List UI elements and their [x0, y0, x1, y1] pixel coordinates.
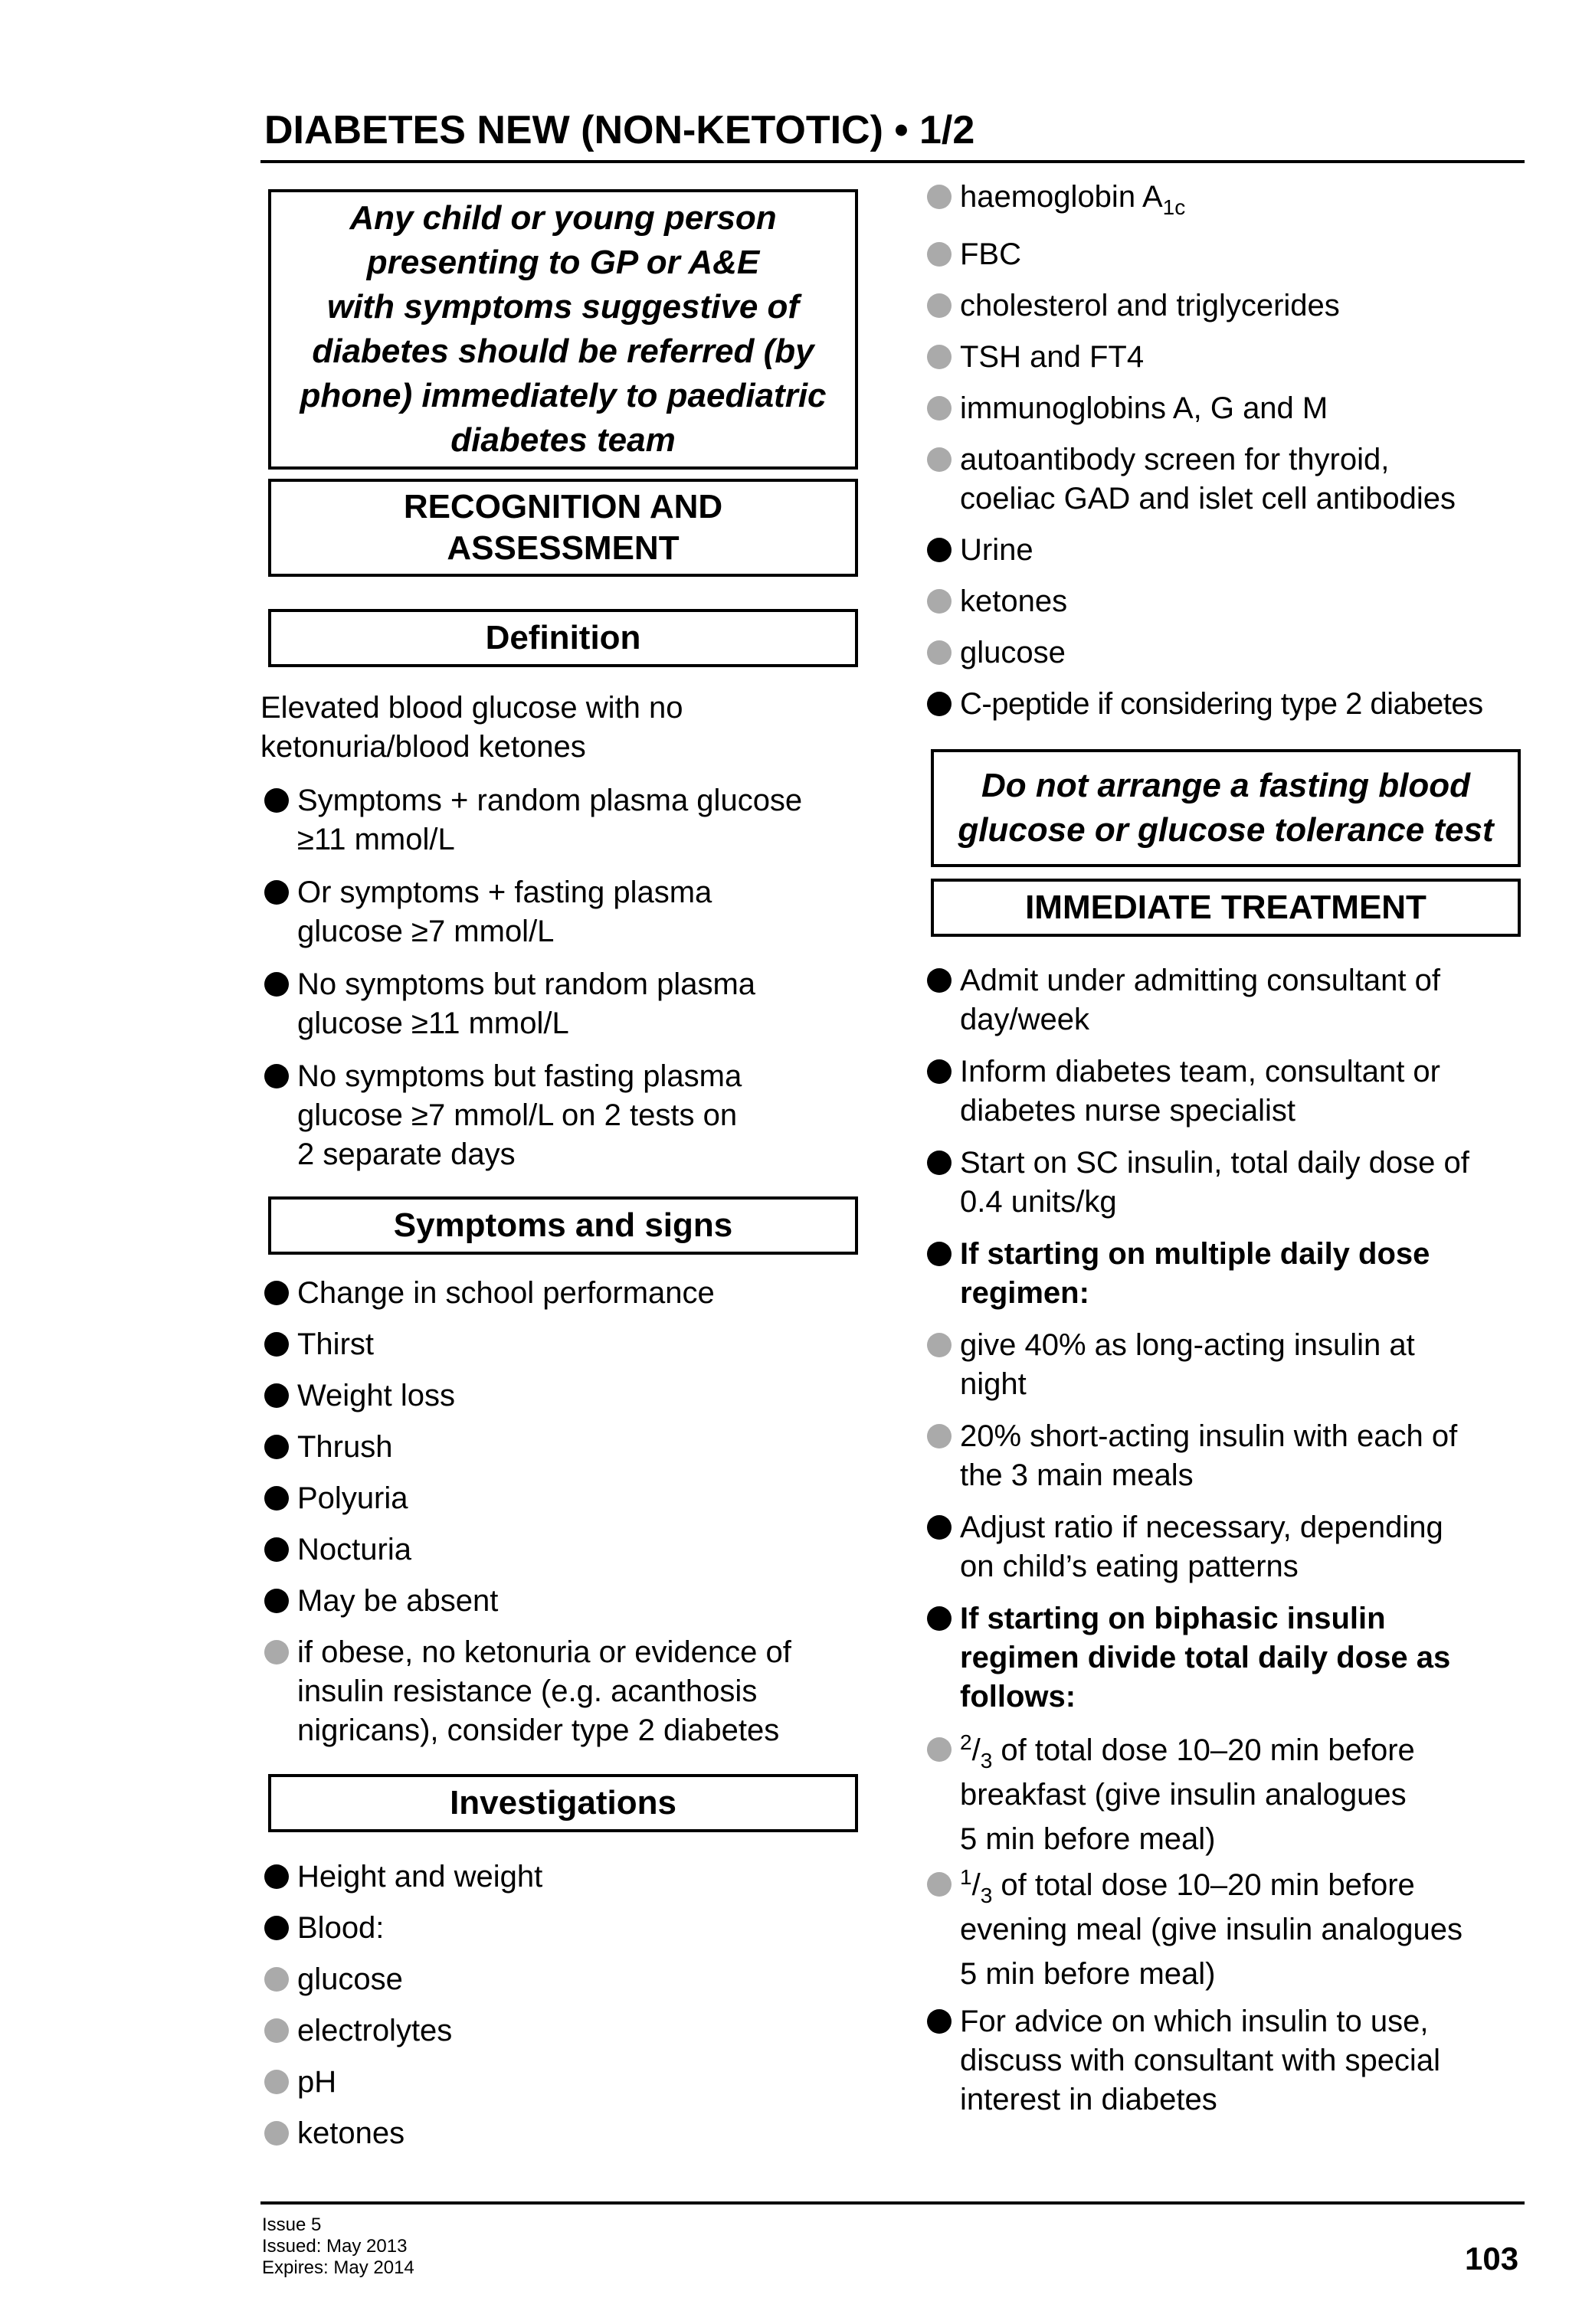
- black-bullet-icon: [264, 880, 289, 905]
- fraction-denominator: 3: [980, 1749, 993, 1772]
- referral-line: with symptoms suggestive of: [326, 288, 800, 326]
- black-bullet-icon: [264, 1864, 289, 1889]
- item-line: If starting on multiple daily dose: [960, 1237, 1430, 1271]
- item-text: ketones: [960, 584, 1068, 618]
- black-bullet-icon: [927, 692, 952, 716]
- black-bullet-icon: [264, 1435, 289, 1459]
- referral-line: phone) immediately to paediatric: [300, 377, 827, 414]
- grey-bullet-icon: [264, 2121, 289, 2146]
- black-bullet-icon: [264, 1383, 289, 1408]
- item-text: glucose: [297, 1962, 403, 1996]
- item-line: day/week: [960, 1003, 1089, 1036]
- grey-bullet-icon: [927, 447, 952, 472]
- item-line: discuss with consultant with special: [960, 2044, 1440, 2077]
- item-line: if obese, no ketonuria or evidence of: [297, 1635, 791, 1669]
- grey-bullet-icon: [927, 589, 952, 614]
- item-line: breakfast (give insulin analogues: [960, 1778, 1407, 1812]
- item-line: diabetes nurse specialist: [960, 1094, 1296, 1128]
- item-line: Admit under admitting consultant of: [960, 964, 1441, 997]
- black-bullet-icon: [264, 1064, 289, 1088]
- grey-bullet-icon: [264, 1640, 289, 1664]
- black-bullet-icon: [927, 1242, 952, 1266]
- page-number: 103: [1465, 2241, 1519, 2277]
- fraction-numerator: 1: [960, 1865, 972, 1889]
- black-bullet-icon: [927, 538, 952, 562]
- fraction-text: of total dose 10–20 min before: [992, 1733, 1415, 1767]
- definition-text-line: Elevated blood glucose with no: [260, 691, 683, 725]
- item-line: coeliac GAD and islet cell antibodies: [960, 482, 1456, 516]
- recognition-heading-box: [268, 479, 858, 577]
- item-text: Polyuria: [297, 1481, 408, 1515]
- black-bullet-icon: [264, 1537, 289, 1562]
- item-line: the 3 main meals: [960, 1458, 1194, 1492]
- page-title: DIABETES NEW (NON-KETOTIC) • 1/2: [264, 108, 975, 152]
- item-text: Nocturia: [297, 1533, 411, 1566]
- item-line: insulin resistance (e.g. acanthosis: [297, 1674, 758, 1708]
- footer-expires: Expires: May 2014: [262, 2257, 414, 2278]
- black-bullet-icon: [264, 972, 289, 997]
- grey-bullet-icon: [927, 242, 952, 267]
- item-text: Blood:: [297, 1911, 385, 1945]
- item-text: electrolytes: [297, 2014, 453, 2047]
- symptoms-heading: Symptoms and signs: [268, 1196, 858, 1255]
- item-line: glucose ≥7 mmol/L on 2 tests on: [297, 1098, 738, 1132]
- black-bullet-icon: [264, 1332, 289, 1357]
- grey-bullet-icon: [927, 396, 952, 421]
- item-line: 20% short-acting insulin with each of: [960, 1419, 1458, 1453]
- warning-line: glucose or glucose tolerance test: [958, 811, 1494, 849]
- item-text: Thrush: [297, 1430, 393, 1464]
- item-line: follows:: [960, 1680, 1076, 1714]
- definition-text-line: ketonuria/blood ketones: [260, 730, 586, 764]
- item-text: Weight loss: [297, 1379, 456, 1412]
- referral-line: presenting to GP or A&E: [366, 244, 760, 281]
- item-line: regimen divide total daily dose as: [960, 1641, 1451, 1674]
- grey-bullet-icon: [264, 2070, 289, 2094]
- investigations-heading: Investigations: [268, 1774, 858, 1832]
- item-text: FBC: [960, 237, 1021, 271]
- footer-issued: Issued: May 2013: [262, 2236, 408, 2257]
- grey-bullet-icon: [264, 1967, 289, 1992]
- item-text: May be absent: [297, 1584, 499, 1618]
- black-bullet-icon: [264, 788, 289, 813]
- item-line: evening meal (give insulin analogues: [960, 1913, 1463, 1946]
- haemoglobin-subscript: 1c: [1162, 195, 1186, 219]
- item-text: glucose: [960, 636, 1066, 669]
- grey-bullet-icon: [927, 1872, 952, 1897]
- item-text: C-peptide if considering type 2 diabetes: [960, 687, 1483, 721]
- item-line: Symptoms + random plasma glucose: [297, 784, 803, 817]
- item-text: Thirst: [297, 1327, 374, 1361]
- item-line: ≥11 mmol/L: [297, 823, 455, 856]
- referral-line: diabetes team: [450, 421, 676, 459]
- item-line: 2 separate days: [297, 1137, 516, 1171]
- black-bullet-icon: [927, 2009, 952, 2034]
- item-line: night: [960, 1367, 1027, 1401]
- grey-bullet-icon: [927, 1737, 952, 1762]
- grey-bullet-icon: [927, 640, 952, 665]
- item-line: For advice on which insulin to use,: [960, 2005, 1429, 2038]
- item-line: Or symptoms + fasting plasma: [297, 876, 712, 909]
- fraction-denominator: 3: [980, 1884, 993, 1907]
- black-bullet-icon: [264, 1916, 289, 1940]
- item-line: Start on SC insulin, total daily dose of: [960, 1146, 1469, 1180]
- warning-line: Do not arrange a fasting blood: [981, 767, 1470, 804]
- grey-bullet-icon: [927, 185, 952, 209]
- definition-heading: Definition: [268, 609, 858, 667]
- black-bullet-icon: [927, 1515, 952, 1540]
- black-bullet-icon: [927, 1059, 952, 1084]
- fraction-text: of total dose 10–20 min before: [992, 1868, 1415, 1902]
- recognition-line: ASSESSMENT: [447, 529, 680, 567]
- haemoglobin-text: haemoglobin A: [960, 180, 1163, 214]
- item-line: If starting on biphasic insulin: [960, 1602, 1386, 1635]
- title-divider: [260, 160, 1525, 163]
- item-line: $^1/_3$ of total dose 10–20 min before: [960, 1865, 1415, 1907]
- black-bullet-icon: [264, 1486, 289, 1511]
- grey-bullet-icon: [927, 1424, 952, 1448]
- recognition-line: RECOGNITION AND: [403, 488, 723, 525]
- item-text: Urine: [960, 533, 1033, 567]
- item-text: TSH and FT4: [960, 340, 1145, 374]
- item-line: glucose ≥11 mmol/L: [297, 1007, 569, 1040]
- referral-line: Any child or young person: [349, 199, 777, 237]
- item-text: cholesterol and triglycerides: [960, 289, 1340, 322]
- item-line: autoantibody screen for thyroid,: [960, 443, 1390, 476]
- item-line: 0.4 units/kg: [960, 1185, 1117, 1219]
- treatment-heading: IMMEDIATE TREATMENT: [931, 879, 1521, 937]
- item-line: 5 min before meal): [960, 1822, 1216, 1856]
- item-text: Height and weight: [297, 1860, 543, 1894]
- referral-notice-box: [268, 189, 858, 470]
- definition-text: [260, 689, 866, 767]
- black-bullet-icon: [264, 1589, 289, 1613]
- footer-divider: [260, 2201, 1525, 2205]
- grey-bullet-icon: [927, 1333, 952, 1357]
- fraction-numerator: 2: [960, 1730, 972, 1754]
- grey-bullet-icon: [927, 293, 952, 318]
- item-line: 5 min before meal): [960, 1957, 1216, 1991]
- item-line: No symptoms but random plasma: [297, 967, 756, 1001]
- item-line: give 40% as long-acting insulin at: [960, 1328, 1415, 1362]
- black-bullet-icon: [927, 1606, 952, 1631]
- item-text: ketones: [297, 2116, 405, 2150]
- item-line: $^2/_3$ of total dose 10–20 min before: [960, 1730, 1415, 1772]
- item-line: on child’s eating patterns: [960, 1550, 1299, 1583]
- item-line: nigricans), consider type 2 diabetes: [297, 1714, 780, 1747]
- item-line: glucose ≥7 mmol/L: [297, 915, 555, 948]
- referral-line: diabetes should be referred (by: [312, 332, 814, 370]
- item-text: immunoglobins A, G and M: [960, 391, 1328, 425]
- footer-issue: Issue 5: [262, 2214, 322, 2235]
- item-line: Adjust ratio if necessary, depending: [960, 1511, 1443, 1544]
- black-bullet-icon: [927, 1151, 952, 1175]
- item-text: pH: [297, 2065, 337, 2099]
- grey-bullet-icon: [927, 345, 952, 369]
- black-bullet-icon: [264, 1281, 289, 1305]
- warning-box: [931, 749, 1521, 867]
- item-line: interest in diabetes: [960, 2083, 1217, 2116]
- item-line: No symptoms but fasting plasma: [297, 1059, 742, 1093]
- item-line: Inform diabetes team, consultant or: [960, 1055, 1440, 1088]
- black-bullet-icon: [927, 968, 952, 993]
- item-line: regimen:: [960, 1276, 1089, 1310]
- item-text: Change in school performance: [297, 1276, 715, 1310]
- grey-bullet-icon: [264, 2018, 289, 2043]
